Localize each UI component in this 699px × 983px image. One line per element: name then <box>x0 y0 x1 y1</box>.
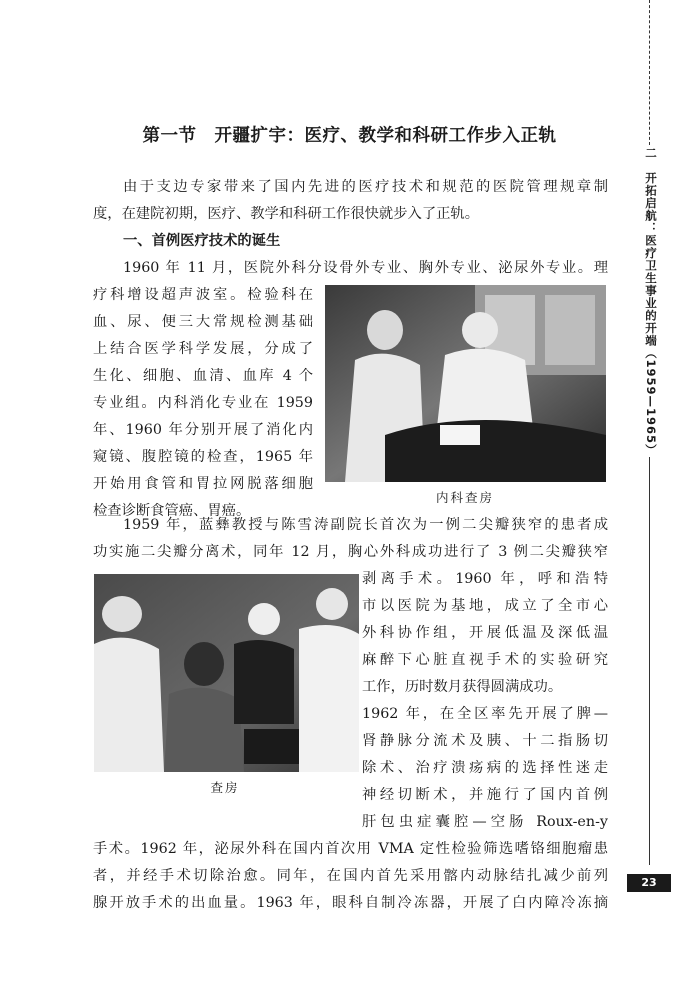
photo-ward-round-internal <box>325 285 606 482</box>
para3-line9: 肾静脉分流术及胰、十二指肠切 <box>362 733 608 749</box>
caption-photo1: 内科查房 <box>435 490 494 505</box>
para2-line4: 上结合医学科学发展，分成了 <box>93 341 313 357</box>
para2-line2: 疗科增设超声波室。检验科在 <box>93 287 313 303</box>
para3-line7: 工作，历时数月获得圆满成功。 <box>362 679 563 695</box>
para2-line3: 血、尿、便三大常规检测基础 <box>93 314 313 330</box>
para3-line10: 除术、治疗溃疡病的选择性迷走 <box>362 760 608 776</box>
para3-line5: 外科协作组，开展低温及深低温 <box>362 625 608 641</box>
caption-photo2: 查房 <box>210 780 240 795</box>
page-number: 23 <box>627 874 671 892</box>
side-solid-rule <box>649 430 650 865</box>
subheading: 一、首例医疗技术的诞生 <box>123 233 281 249</box>
para3-line11: 神经切断术，并施行了国内首例 <box>362 787 608 803</box>
para3-line13: 手术。1962 年，泌尿外科在国内首次用 VMA 定性检验筛选嗜铬细胞瘤患 <box>93 841 608 857</box>
para2-line1: 1960 年 11 月，医院外科分设骨外专业、胸外专业、泌尿外专业。理 <box>123 260 608 276</box>
para1-line2: 度，在建院初期，医疗、教学和科研工作很快就步入了正轨。 <box>93 206 480 222</box>
para2-line9: 开始用食管和胃拉网脱落细胞 <box>93 476 313 492</box>
para2-line10: 检查诊断食管癌、胃癌。 <box>93 503 251 519</box>
para3-line4: 市以医院为基地，成立了全市心 <box>362 598 608 614</box>
para3-line3: 剥离手术。1960 年，呼和浩特 <box>362 571 608 587</box>
para2-line5: 生化、细胞、血清、血库 4 个 <box>93 368 313 384</box>
photo-ward-round <box>94 574 359 772</box>
para3-line14: 者，并经手术切除治愈。同年，在国内首先采用髂内动脉结扎减少前列 <box>93 868 608 884</box>
para3-line8: 1962 年，在全区率先开展了脾— <box>362 706 608 722</box>
para3-line6: 麻醉下心脏直视手术的实验研究 <box>362 652 608 668</box>
section-title: 第一节 开疆扩宇：医疗、教学和科研工作步入正轨 <box>142 126 557 146</box>
para3-line2: 功实施二尖瓣分离术，同年 12 月，胸心外科成功进行了 3 例二尖瓣狭窄 <box>93 544 608 560</box>
para2-line7: 年、1960 年分别开展了消化内 <box>93 422 313 438</box>
para2-line8: 窥镜、腹腔镜的检查，1965 年 <box>93 449 313 465</box>
para3-line15: 腺开放手术的出血量。1963 年，眼科自制冷冻器，开展了白内障冷冻摘 <box>93 895 608 911</box>
para3-line12: 肝包虫症囊腔—空肠 Roux-en-y <box>362 814 608 830</box>
running-side-header: 二 开拓启航：医疗卫生事业的开端（1959—1965） <box>641 147 659 457</box>
para3-line1: 1959 年，蓝彝教授与陈雪涛副院长首次为一例二尖瓣狭窄的患者成 <box>123 517 608 533</box>
para1-line1: 由于支边专家带来了国内先进的医疗技术和规范的医院管理规章制 <box>123 179 608 195</box>
para2-line6: 专业组。内科消化专业在 1959 <box>93 395 313 411</box>
